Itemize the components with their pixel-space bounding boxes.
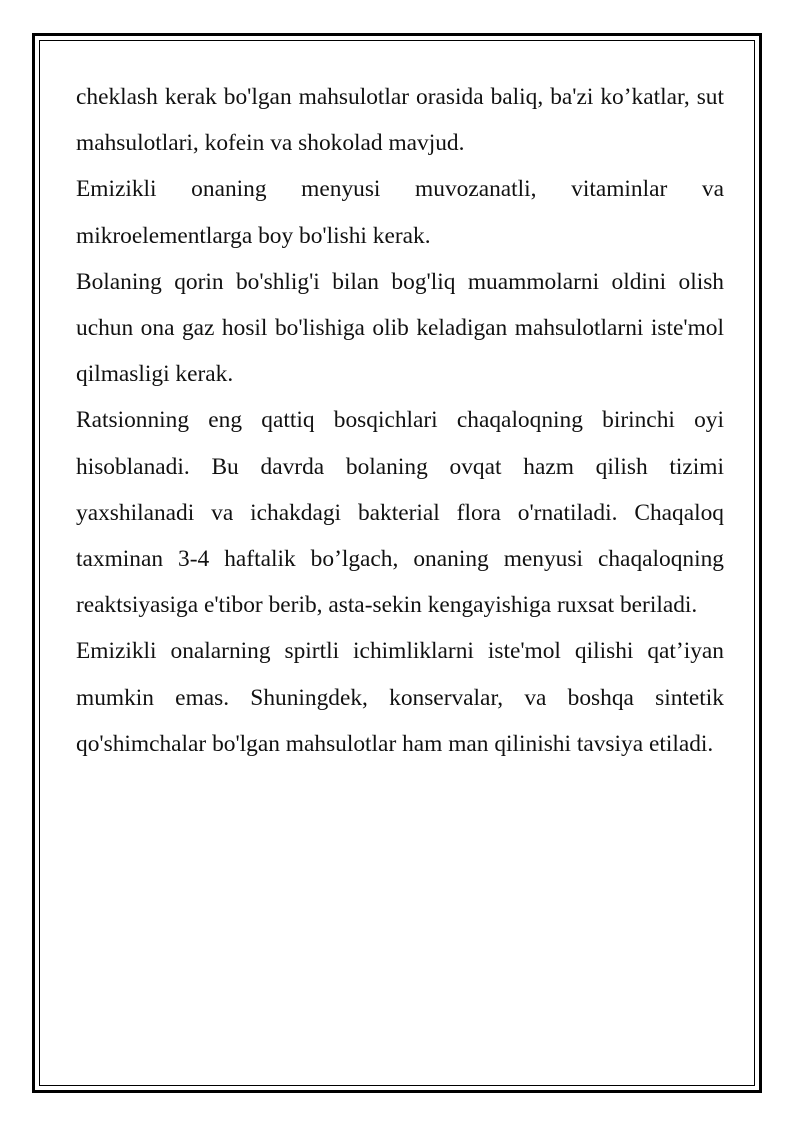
paragraph-3: Bolaning qorin bo'shlig'i bilan bog'liq muammolarni oldini olish uchun ona gaz hosil bo'lishiga olib keladigan mahsulotlarni iste'mol qilmasligi kerak. bbox=[76, 268, 724, 388]
paragraph-5: Emizikli onalarning spirtli ichimliklarni iste'mol qilishi qat’iyan mumkin emas. Shuningdek, konservalar, va boshqa sintetik qo'shimchalar bo'lgan mahsulotlar ham man qilinishi tavsiya etiladi. bbox=[76, 638, 724, 757]
paragraph-4: Ratsionning eng qattiq bosqichlari chaqaloqning birinchi oyi hisoblanadi. Bu davrda bolaning ovqat hazm qilish tizimi yaxshilanadi va ichakdagi bakterial flora o'rnatiladi. Chaqaloq taxminan 3-4 haftalik bo’lgach, onaning menyusi chaqaloqning reaktsiyasiga e'tibor berib, asta-sekin kengayishiga ruxsat beriladi. bbox=[76, 407, 724, 619]
paragraph-2: Emizikli onaning menyusi muvozanatli, vitaminlar va mikroelementlarga boy bo'lishi kerak. bbox=[76, 176, 724, 249]
paragraph-1: cheklash kerak bo'lgan mahsulotlar orasida baliq, ba'zi ko’katlar, sut mahsulotlari, kofein va shokolad mavjud. bbox=[76, 84, 724, 157]
document-body bbox=[76, 74, 724, 767]
